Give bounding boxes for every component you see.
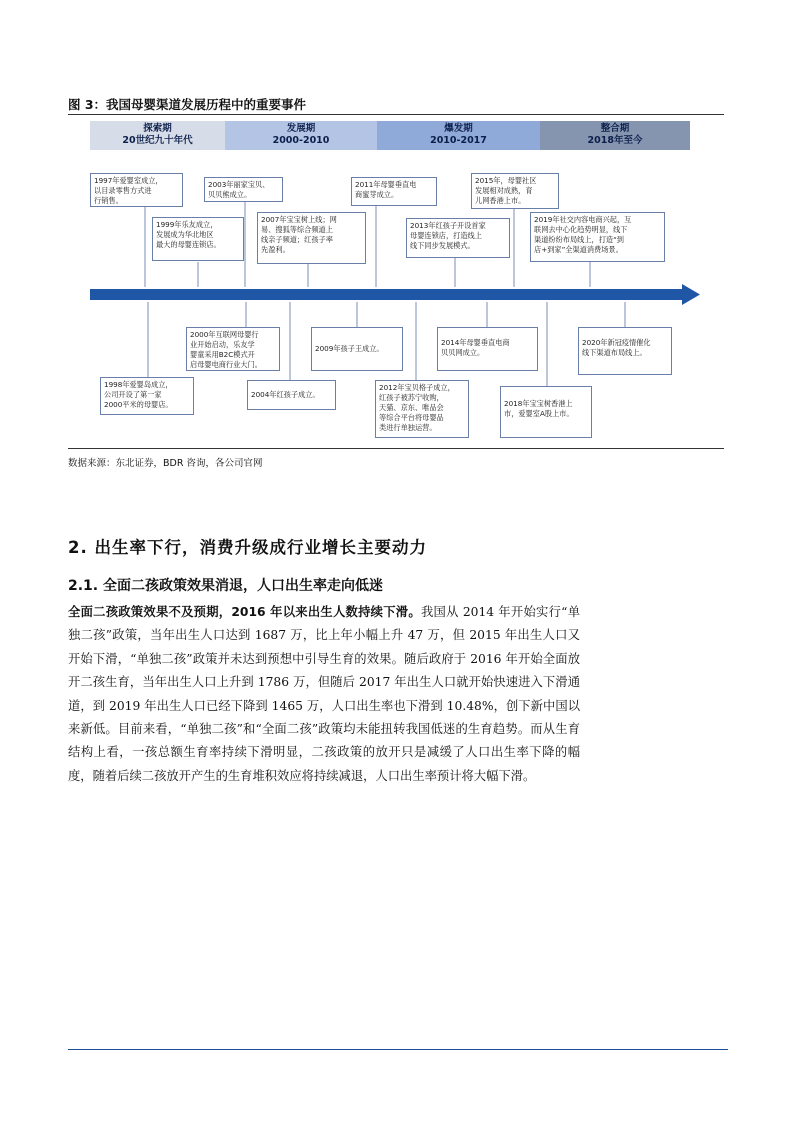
lead-sentence: 全面二孩政策效果不及预期，2016 年以来出生人数持续下滑。 bbox=[68, 605, 421, 619]
phase-name: 爆发期 bbox=[444, 123, 473, 134]
subsection-heading: 2.1. 全面二孩政策效果消退，人口出生率走向低迷 bbox=[68, 578, 383, 594]
event-2014: 2014年母婴垂直电商 贝贝网成立。 bbox=[437, 327, 538, 371]
body-text: 我国从 2014 年开始实行“单独二孩”政策，当年出生人口达到 1687 万，比上年小幅上升 47 万，但 2015 年出生人口又开始下滑，“单独二孩”政策并未达到预想中引导生育的效果。随后政府于 2016 年开始全面放开二孩生育，当年出生人口上升到 1786 万，但随后 2017 年出生人口就开始快速进入下滑通道，到 2019 年出生人口已经下降到 1465 万，人口出生率也下滑到 10.48%，创下新中国以来新低。目前来看，“单独二孩”和“全面二孩”政策均未能扭转我国低迷的生育趋势。而从生育结构上看，一孩总额生育率持续下滑明显，二孩政策的放开只是减缓了人口出生率下降的幅度，随着后续二孩放开产生的生育堆积效应将持续减退，人口出生率预计将大幅下滑。 bbox=[68, 605, 580, 783]
body-paragraph bbox=[68, 601, 580, 788]
event-2009: 2009年孩子王成立。 bbox=[311, 327, 403, 371]
timeline-arrow bbox=[90, 284, 700, 305]
figure-source: 数据来源：东北证券，BDR 咨询，各公司官网 bbox=[68, 458, 263, 469]
phase-name: 探索期 bbox=[143, 123, 172, 134]
figure-bottom-rule bbox=[68, 448, 724, 449]
event-1999: 1999年乐友成立， 发展成为华北地区 最大的母婴连锁店。 bbox=[152, 217, 244, 261]
event-2007: 2007年宝宝树上线；网 易、搜狐等综合频道上 线亲子频道；红孩子率 先盈利。 bbox=[257, 212, 366, 264]
event-2013: 2013年红孩子开设首家 母婴连锁店，打造线上 线下同步发展模式。 bbox=[406, 218, 510, 258]
footer-rule bbox=[68, 1049, 728, 1050]
figure-title: 图 3：我国母婴渠道发展历程中的重要事件 bbox=[68, 97, 307, 112]
section-heading: 2. 出生率下行，消费升级成行业增长主要动力 bbox=[68, 538, 427, 557]
event-2020: 2020年新冠疫情催化 线下渠道布局线上。 bbox=[578, 327, 672, 375]
event-2015: 2015年，母婴社区 发展相对成熟，育 儿网香港上市。 bbox=[471, 173, 559, 209]
event-1997: 1997年爱婴室成立， 以目录零售方式进 行销售。 bbox=[90, 173, 183, 207]
event-2011: 2011年母婴垂直电 商蜜芽成立。 bbox=[351, 177, 437, 206]
phase-period: 20世纪九十年代 bbox=[122, 135, 193, 146]
event-2004: 2004年红孩子成立。 bbox=[247, 380, 336, 410]
phase-name: 发展期 bbox=[286, 123, 316, 134]
event-2000: 2000年互联网母婴行 业开始启动，乐友学 婴童采用B2C模式开 启母婴电商行业大门。 bbox=[186, 327, 280, 371]
phase-period: 2018年至今 bbox=[587, 135, 643, 146]
event-2018: 2018年宝宝树香港上 市，爱婴室A股上市。 bbox=[500, 386, 592, 438]
phase-period: 2000-2010 bbox=[272, 135, 330, 146]
phase-name: 整合期 bbox=[600, 123, 630, 134]
event-1998: 1998年爱婴岛成立， 公司开设了第一家 2000平米的母婴店。 bbox=[100, 377, 194, 415]
event-2003: 2003年丽家宝贝、 贝贝熊成立。 bbox=[204, 177, 283, 202]
phase-period: 2010-2017 bbox=[430, 135, 487, 146]
event-2012: 2012年宝贝格子成立， 红孩子被苏宁收购， 天猫、京东、唯品会 等综合平台将母婴品 类进行单独运营。 bbox=[375, 380, 469, 438]
event-2019: 2019年社交内容电商兴起，互 联网去中心化趋势明显，线下 渠道纷纷布局线上，打造“到 店+到家”全渠道消费场景。 bbox=[530, 212, 665, 262]
